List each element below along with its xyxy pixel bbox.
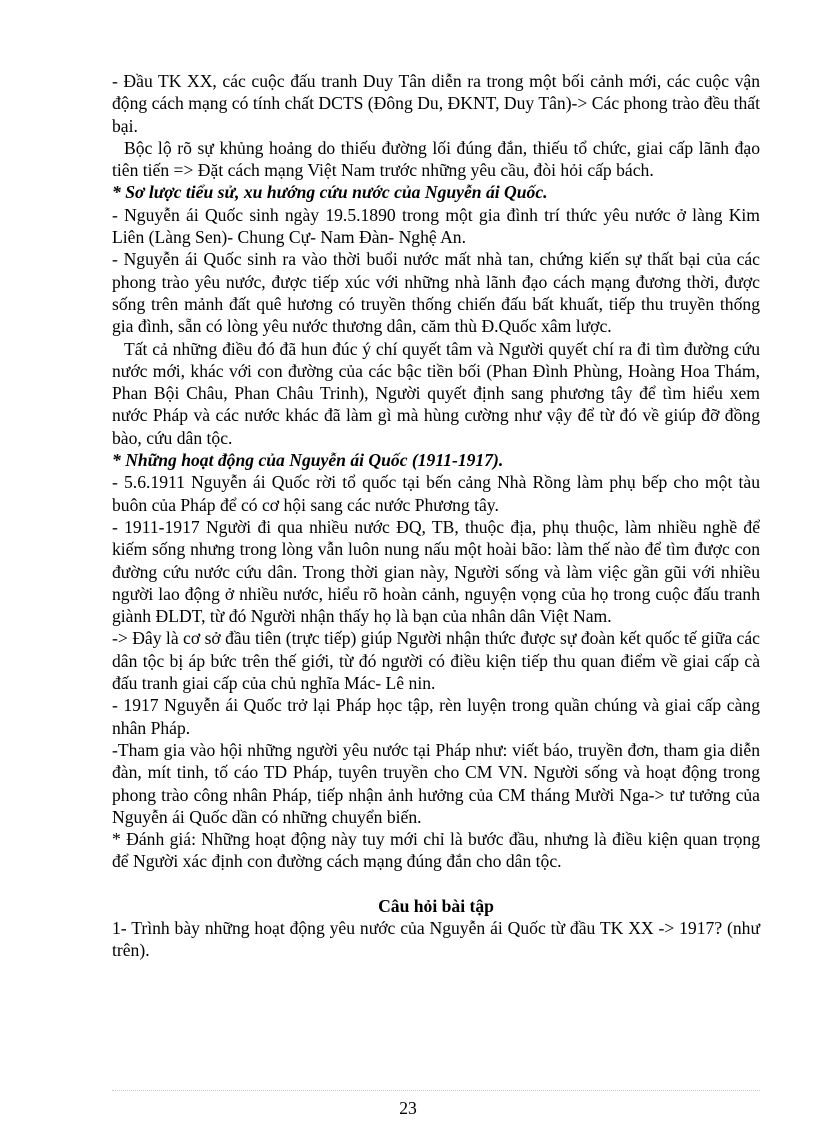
heading-biography: * Sơ lược tiểu sử, xu hướng cứu nước của Nguyễn ái Quốc. <box>112 182 548 203</box>
paragraph-background: - Nguyễn ái Quốc sinh ra vào thời buổi nước mất nhà tan, chứng kiến sự thất bại của các phong trào yêu nước, được tiếp xúc với những nhà lãnh đạo cách mạng đương thời, được sống trên mảnh đất quê hương có truyền thống chiến đấu bất khuất, tiếp thu truyền thống gia đình, sẵn có lòng yêu nước thương dân, căm thù Đ.Quốc xâm lược. <box>112 249 760 337</box>
paragraph-solidarity: -> Đây là cơ sở đầu tiên (trực tiếp) giúp Người nhận thức được sự đoàn kết quốc tế giữa các dân tộc bị áp bức trên thế giới, từ đó người có điều kiện tiếp thu quan điểm về giai cấp cà đấu tranh giai cấp của chủ nghĩa Mác- Lê nin. <box>112 628 760 694</box>
paragraph-birth: - Nguyễn ái Quốc sinh ngày 19.5.1890 trong một gia đình trí thức yêu nước ở làng Kim Liên (Làng Sen)- Chung Cự- Nam Đàn- Nghệ An. <box>112 204 760 248</box>
paragraph-assessment: * Đánh giá: Những hoạt động này tuy mới chỉ là bước đầu, nhưng là điều kiện quan trọng để Người xác định con đường cách mạng đúng đắn cho dân tộc. <box>112 829 760 872</box>
paragraph-determination: Tất cả những điều đó đã hun đúc ý chí quyết tâm và Người quyết chí ra đi tìm đường cứu nước mới, khác với con đường của các bậc tiền bối (Phan Đình Phùng, Hoàng Hoa Thám, Phan Bội Châu, Phan Châu Trinh), Người quyết định sang phương tây để tìm hiểu xem nước Pháp và các nước khác đã làm gì mà hùng cường như vậy để từ đó về giúp đỡ đồng bào, cứu dân tộc. <box>112 338 760 448</box>
question-item: 1- Trình bày những hoạt động yêu nước của Nguyễn ái Quốc từ đầu TK XX -> 1917? (như trên). <box>112 917 760 961</box>
paragraph-departure: - 5.6.1911 Nguyễn ái Quốc rời tổ quốc tại bến cảng Nhà Rồng làm phụ bếp cho một tàu buôn của Pháp để có cơ hội sang các nước Phương tây. <box>112 472 760 515</box>
document-page <box>112 70 760 962</box>
paragraph-patriots-association: -Tham gia vào hội những người yêu nước tại Pháp như: viết báo, truyền đơn, tham gia diễn đàn, mít tinh, tố cáo TD Pháp, tuyên truyền cho CM VN. Người sống và hoạt động trong phong trào công nhân Pháp, tiếp nhận ảnh hưởng của CM tháng Mười Nga-> tư tưởng của Nguyễn ái Quốc dần có những chuyển biến. <box>112 739 760 827</box>
paragraph-duy-tan: - Đầu TK XX, các cuộc đấu tranh Duy Tân diễn ra trong một bối cảnh mới, các cuộc vận động cách mạng có tính chất DCTS (Đông Du, ĐKNT, Duy Tân)-> Các phong trào đều thất bại. <box>112 71 760 136</box>
paragraph-crisis: Bộc lộ rõ sự khủng hoảng do thiếu đường lối đúng đắn, thiếu tổ chức, giai cấp lãnh đạo tiên tiến => Đặt cách mạng Việt Nam trước những yêu cầu, đòi hỏi cấp bách. <box>112 137 760 181</box>
section-title-exercises: Câu hỏi bài tập <box>378 895 494 916</box>
heading-activities: * Những hoạt động của Nguyễn ái Quốc (1911-1917). <box>112 450 504 471</box>
paragraph-travels: - 1911-1917 Người đi qua nhiều nước ĐQ, TB, thuộc địa, phụ thuộc, làm nhiều nghề để kiếm sống nhưng trong lòng vẫn luôn nung nấu một hoài bão: làm thế nào để tìm được con đường cứu nước cứu dân. Trong thời gian này, Người sống và làm việc gần gũi với nhiều người lao động ở nhiều nước, hiểu rõ hoàn cảnh, nguyện vọng của họ trong cuộc đấu tranh giành ĐLDT, từ đó Người nhận thấy họ là bạn của nhân dân Việt Nam. <box>112 516 760 627</box>
footer-divider <box>112 1090 760 1091</box>
paragraph-return-france: - 1917 Nguyễn ái Quốc trở lại Pháp học tập, rèn luyện trong quần chúng và giai cấp càng nhân Pháp. <box>112 695 760 738</box>
page-number: 23 <box>399 1098 417 1118</box>
